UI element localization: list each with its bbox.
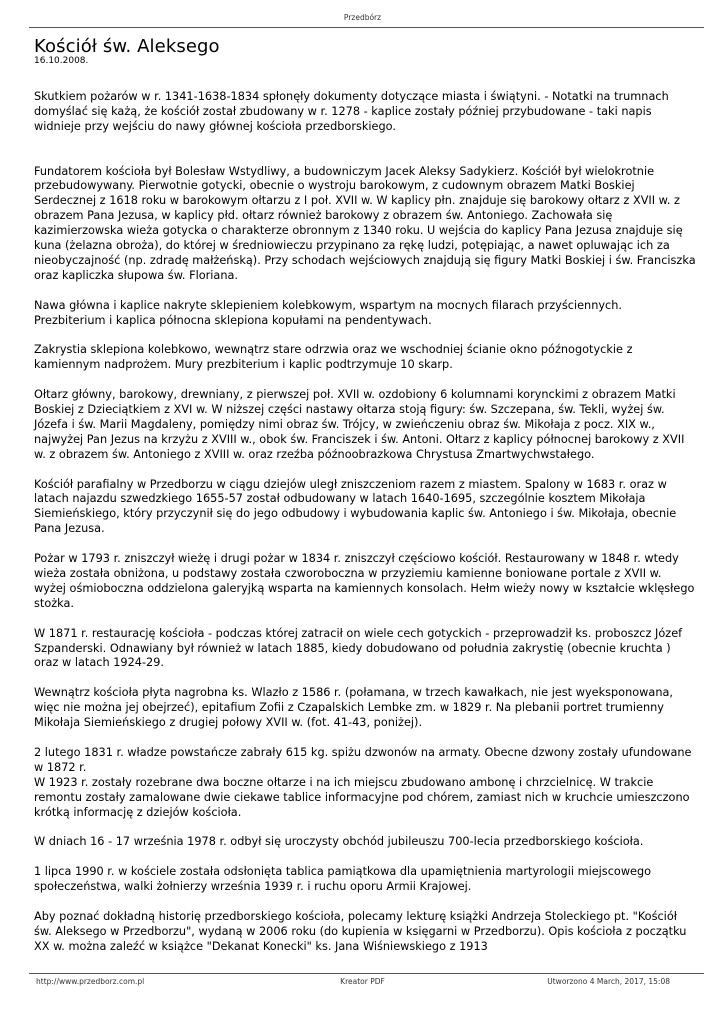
article-body bbox=[34, 90, 696, 969]
paragraph: W 1871 r. restaurację kościoła - podczas której zatracił on wiele cech gotyckich - przeprowadził ks. proboszcz Józef Szpanderski. Odnawiany był również w latach 1885, kiedy dobudowano od południa zakrystię (obecnie kruchta ) oraz w latach 1924-29. bbox=[34, 626, 683, 670]
paragraph: Ołtarz główny, barokowy, drewniany, z pierwszej poł. XVII w. ozdobiony 6 kolumnami korynckimi z obrazem Matki Boskiej z Dzieciątkiem z XVI w. W niższej części nastawy ołtarza stoją figury: św. Szczepana, św. Tekli, wyżej św. Józefa i św. Marii Magdaleny, pomiędzy nimi obraz św. Trójcy, w zwieńczeniu obraz św. Mikołaja z pocz. XIX w., najwyżej Pan Jezus na krzyżu z XVIII w., obok św. Franciszek i św. Antoni. Ołtarz z kaplicy północnej barokowy z XVII w. z obrazem św. Antoniego z XVIII w. oraz rzeźba późnoobrazkowa Chrystusa Zmartwychwstałego. bbox=[34, 388, 685, 461]
paragraph: Wewnątrz kościoła płyta nagrobna ks. Wlazło z 1586 r. (połamana, w trzech kawałkach, nie jest wyeksponowana, więc nie można jej obejrzeć), epitafium Zofii z Czapalskich Lembke zm. w 1829 r. Na plebanii portret trumienny Mikołaja Siemieńskiego z drugiej połowy XVII w. (fot. 41-43, poniżej). bbox=[34, 686, 673, 730]
page-header-site: Przedbórz bbox=[343, 13, 382, 22]
paragraph: Fundatorem kościoła był Bolesław Wstydliwy, a budowniczym Jacek Aleksy Sadykierz. Kościół był wielokrotnie przebudowywany. Pierwotnie gotycki, obecnie o wystroju barokowym, z cudownym obrazem Matki Boskiej Serdecznej z 1618 roku w barokowym ołtarzu z I poł. XVII w. W kaplicy płn. znajduje się barokowy ołtarz z XVII w. z obrazem Pana Jezusa, w kaplicy płd. ołtarz również barokowy z obrazem św. Antoniego. Zachowała się kazimierzowska wieża gotycka o charakterze obronnym z 1340 roku. U wejścia do kaplicy Pana Jezusa znajduje się kuna (żelazna obroża), do której w średniowieczu przypinano za rękę ludzi, potępiając, a nawet opluwając ich za nieobyczajność (np. zdradę małżeńską). Przy schodach wejściowych znajdują się figury Matki Boskiej i św. Franciszka oraz kapliczka słupowa św. Floriana. bbox=[34, 164, 696, 282]
article-date: 16.10.2008. bbox=[34, 56, 89, 66]
paragraph: 2 lutego 1831 r. władze powstańcze zabrały 615 kg. spiżu dzwonów na armaty. Obecne dzwony zostały ufundowane w 1872 r. W 1923 r. zostały rozebrane dwa boczne ołtarze i na ich miejscu zbudowano ambonę i chrzcielnicę. W trakcie remontu zostały zamalowane dwie ciekawe tablice informacyjne pod chórem, zamiast nich w kruchcie umieszczono krótką informację z dziejów kościoła. bbox=[34, 745, 692, 819]
paragraph: W dniach 16 - 17 września 1978 r. odbył się uroczysty obchód jubileuszu 700-lecia przedborskiego kościoła. bbox=[34, 835, 644, 849]
footer-url: http://www.przedborz.com.pl bbox=[36, 977, 145, 986]
paragraph: Pożar w 1793 r. zniszczył wieżę i drugi pożar w 1834 r. zniszczył częściowo kościół. Restaurowany w 1848 r. wtedy wieża została obniżona, u podstawy została czworoboczna w przyziemiu kamienne boniowane portale z XVII w. wyżej ośmioboczna oddzielona galeryjką wsparta na kamiennych konsolach. Hełm wieży nowy w kształcie wklęsłego stożka. bbox=[34, 552, 695, 610]
article-title: Kościół św. Aleksego bbox=[34, 36, 220, 57]
paragraph: Aby poznać dokładną historię przedborskiego kościoła, polecamy lekturę książki Andrzeja Stoleckiego pt. "Kościół św. Aleksego w Przedborzu", wydaną w 2006 roku (do kupienia w księgarni w Przedborzu). Opis kościoła z początku XX w. można zaleźć w książce "Dekanat Konecki" ks. Jana Wiśniewskiego z 1913 bbox=[34, 909, 687, 953]
paragraph: Skutkiem pożarów w r. 1341-1638-1834 spłonęły dokumenty dotyczące miasta i świątyni. - Notatki na trumnach domyślać się każą, że kościół został zbudowany w r. 1278 - kaplice zostały później przybudowane - taki napis widnieje przy wejściu do nawy głównej kościoła przedborskiego. bbox=[34, 90, 669, 133]
paragraph: Kościół parafialny w Przedborzu w ciągu dziejów uległ zniszczeniom razem z miastem. Spalony w 1683 r. oraz w latach najazdu szwedzkiego 1655-57 został odbudowany w latach 1640-1695, szczególnie kosztem Mikołaja Siemieńskiego, który przyczynił się do jego odbudowy i wybudowania kaplic św. Antoniego i św. Mikołaja, obecnie Pana Jezusa. bbox=[34, 477, 677, 536]
paragraph: Zakrystia sklepiona kolebkowo, wewnątrz stare odrzwia oraz we wschodniej ścianie okno późnogotyckie z kamiennym nadprożem. Mury prezbiterium i kaplic podtrzymuje 10 skarp. bbox=[34, 343, 633, 372]
footer-created: Utworzono 4 March, 2017, 15:08 bbox=[547, 977, 670, 986]
paragraph: Nawa główna i kaplice nakryte sklepieniem kolebkowym, wspartym na mocnych filarach przyściennych. Prezbiterium i kaplica północna sklepiona kopułami na pendentywach. bbox=[34, 298, 623, 327]
footer-divider bbox=[29, 973, 704, 974]
paragraph: 1 lipca 1990 r. w kościele została odsłonięta tablica pamiątkowa dla upamiętnienia martyrologii miejscowego społeczeństwa, walki żołnierzy września 1939 r. i ruchu oporu Armii Krajowej. bbox=[34, 865, 652, 894]
header-divider bbox=[29, 27, 704, 28]
footer-generator: Kreator PDF bbox=[340, 977, 385, 986]
